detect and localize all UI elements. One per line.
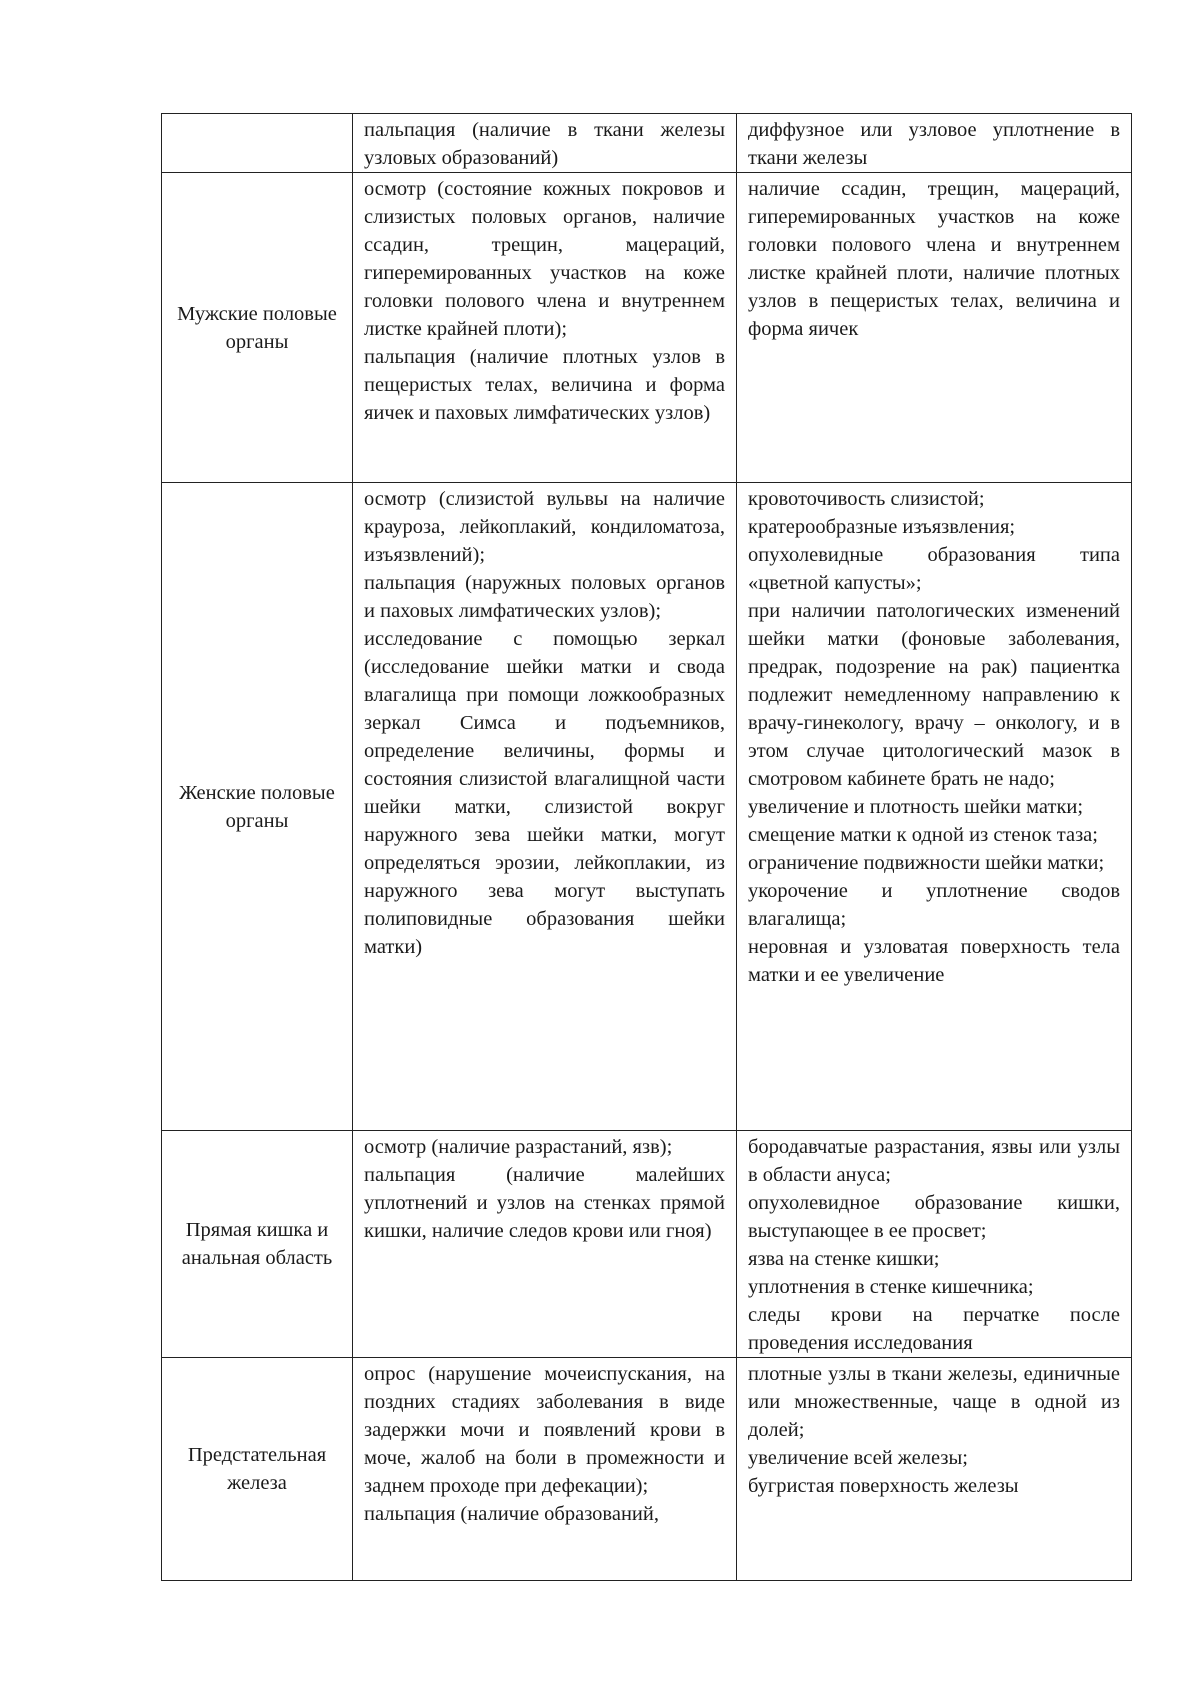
findings-text: ограничение подвижности шейки матки; [748, 852, 1105, 874]
method-cell [353, 173, 737, 483]
method-text: осмотр (слизистой вульвы на наличие крауроза, лейкоплакий, кондиломатоза, изъязвлений); [364, 488, 725, 566]
findings-cell [737, 114, 1132, 173]
findings-text: диффузное или узловое уплотнение в ткани железы [748, 119, 1120, 169]
method-text: исследование с помощью зеркал (исследование шейки матки и свода влагалища при помощи ложкообразных зеркал Симса и подъемников, определение величины, формы и состояния слизистой влагалищной части шейки матки, слизистой вокруг наружного зева шейки матки, могут определяться эрозии, лейкоплакии, из наружного зева могут выступать полиповидные образования шейки матки) [364, 628, 725, 958]
method-text: осмотр (наличие разрастаний, язв); [364, 1136, 673, 1158]
method-text: опрос (нарушение мочеиспускания, на поздних стадиях заболевания в виде задержки мочи и появлений крови в моче, жалоб на боли в промежности и заднем проходе при дефекации); [364, 1363, 725, 1497]
method-text: пальпация (наличие плотных узлов в пещеристых телах, величина и форма яичек и паховых лимфатических узлов) [364, 346, 725, 424]
method-cell [353, 114, 737, 173]
findings-text: опухолевидное образование кишки, выступающее в ее просвет; [748, 1192, 1120, 1242]
findings-text: увеличение и плотность шейки матки; [748, 796, 1084, 818]
findings-text: неровная и узловатая поверхность тела матки и ее увеличение [748, 936, 1120, 986]
method-text: пальпация (наличие в ткани железы узловых образований) [364, 119, 725, 169]
organ-cell: Прямая кишка и анальная область [162, 1131, 353, 1358]
table-row [162, 114, 1132, 173]
organ-cell: Предстательная железа [162, 1358, 353, 1581]
examination-table [161, 113, 1132, 1581]
organ-cell: Женские половые органы [162, 483, 353, 1131]
findings-text: уплотнения в стенке кишечника; [748, 1276, 1034, 1298]
findings-text: укорочение и уплотнение сводов влагалища; [748, 880, 1120, 930]
findings-text: плотные узлы в ткани железы, единичные или множественные, чаще в одной из долей; [748, 1363, 1120, 1441]
findings-cell [737, 1131, 1132, 1358]
method-cell [353, 483, 737, 1131]
findings-text: бугристая поверхность железы [748, 1475, 1019, 1497]
table-row [162, 1131, 1132, 1358]
findings-cell [737, 483, 1132, 1131]
organ-cell: Мужские половые органы [162, 173, 353, 483]
findings-cell [737, 173, 1132, 483]
table-row [162, 173, 1132, 483]
organ-cell [162, 114, 353, 173]
findings-text: наличие ссадин, трещин, мацераций, гиперемированных участков на коже головки полового члена и внутреннем листке крайней плоти, наличие плотных узлов в пещеристых телах, величина и форма яичек [748, 178, 1120, 340]
method-text: пальпация (наличие образований, [364, 1503, 659, 1525]
findings-text: опухолевидные образования типа «цветной капусты»; [748, 544, 1120, 594]
findings-text: кратерообразные изъязвления; [748, 516, 1016, 538]
findings-text: бородавчатые разрастания, язвы или узлы в области ануса; [748, 1136, 1120, 1186]
method-text: пальпация (наличие малейших уплотнений и узлов на стенках прямой кишки, наличие следов крови или гноя) [364, 1164, 725, 1242]
method-cell [353, 1131, 737, 1358]
method-text: осмотр (состояние кожных покровов и слизистых половых органов, наличие ссадин, трещин, мацераций, гиперемированных участков на коже головки полового члена и внутреннем листке крайней плоти); [364, 178, 725, 340]
table-row [162, 483, 1132, 1131]
findings-text: смещение матки к одной из стенок таза; [748, 824, 1098, 846]
findings-text: следы крови на перчатке после проведения исследования [748, 1304, 1120, 1354]
table-row [162, 1358, 1132, 1581]
findings-cell [737, 1358, 1132, 1581]
findings-text: кровоточивость слизистой; [748, 488, 985, 510]
method-cell [353, 1358, 737, 1581]
findings-text: при наличии патологических изменений шейки матки (фоновые заболевания, предрак, подозрение на рак) пациентка подлежит немедленному направлению к врачу-гинекологу, врачу – онкологу, и в этом случае цитологический мазок в смотровом кабинете брать не надо; [748, 600, 1120, 790]
findings-text: язва на стенке кишки; [748, 1248, 940, 1270]
findings-text: увеличение всей железы; [748, 1447, 968, 1469]
method-text: пальпация (наружных половых органов и паховых лимфатических узлов); [364, 572, 725, 622]
